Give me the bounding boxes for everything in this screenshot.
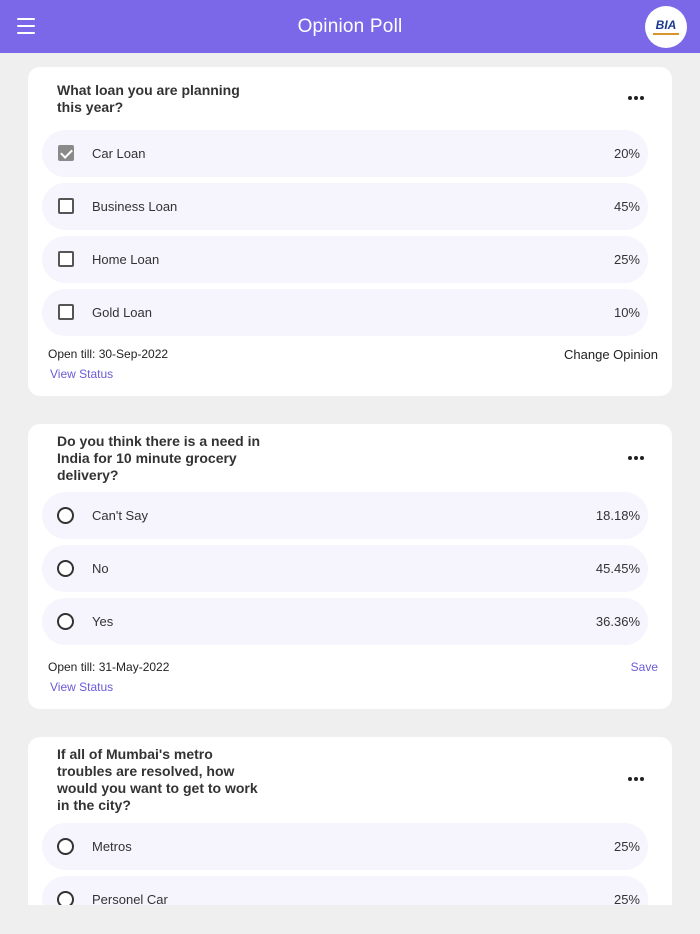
option-label: Car Loan — [92, 146, 146, 161]
poll-option[interactable] — [42, 598, 648, 645]
option-label: Home Loan — [92, 252, 160, 267]
poll-card — [28, 737, 672, 905]
option-percent: 10% — [613, 305, 640, 320]
poll-option[interactable] — [42, 236, 648, 283]
logo-text: BIA — [655, 18, 677, 32]
option-label: Metros — [92, 839, 132, 854]
open-till-date: Open till: 30-Sep-2022 — [48, 347, 169, 361]
option-label: Personel Car — [92, 892, 168, 905]
option-label: Can't Say — [92, 508, 148, 523]
option-percent: 25% — [613, 252, 640, 267]
more-options-icon[interactable] — [628, 777, 644, 781]
poll-option[interactable] — [42, 545, 648, 592]
checkbox-checked[interactable] — [58, 145, 74, 161]
save-button[interactable]: Save — [630, 660, 658, 674]
menu-icon[interactable] — [17, 18, 35, 34]
change-opinion-button[interactable]: Change Opinion — [564, 347, 658, 362]
poll-option[interactable] — [42, 823, 648, 870]
poll-card — [28, 424, 672, 709]
option-percent: 25% — [613, 892, 640, 905]
more-options-icon[interactable] — [628, 456, 644, 460]
poll-option[interactable] — [42, 876, 648, 905]
radio-button[interactable] — [57, 838, 74, 855]
poll-question: Do you think there is a need in India for 10 minute grocery delivery? — [57, 433, 261, 483]
option-percent: 25% — [613, 839, 640, 854]
radio-button[interactable] — [57, 613, 74, 630]
brand-logo[interactable] — [645, 6, 687, 48]
option-percent: 45.45% — [595, 561, 640, 576]
poll-option[interactable] — [42, 289, 648, 336]
checkbox[interactable] — [58, 198, 74, 214]
open-till-date: Open till: 31-May-2022 — [48, 660, 170, 674]
option-label: Yes — [92, 614, 114, 629]
radio-button[interactable] — [57, 560, 74, 577]
more-options-icon[interactable] — [628, 96, 644, 100]
option-label: Gold Loan — [92, 305, 152, 320]
poll-question: What loan you are planning this year? — [57, 82, 240, 115]
option-label: Business Loan — [92, 199, 178, 214]
checkbox[interactable] — [58, 251, 74, 267]
radio-button[interactable] — [57, 891, 74, 905]
poll-list[interactable] — [0, 53, 700, 905]
option-percent: 36.36% — [595, 614, 640, 629]
poll-option[interactable] — [42, 130, 648, 177]
view-status-link[interactable]: View Status — [50, 680, 114, 694]
option-percent: 20% — [613, 146, 640, 161]
option-percent: 18.18% — [595, 508, 640, 523]
poll-question: If all of Mumbai's metro troubles are resolved, how would you want to get to work in the city? — [57, 746, 258, 813]
option-label: No — [92, 561, 109, 576]
page-title: Opinion Poll — [297, 15, 403, 37]
poll-option[interactable] — [42, 492, 648, 539]
view-status-link[interactable]: View Status — [50, 367, 114, 381]
checkbox[interactable] — [58, 304, 74, 320]
poll-card — [28, 67, 672, 396]
app-header — [0, 0, 700, 53]
logo-underline — [653, 33, 679, 35]
option-percent: 45% — [613, 199, 640, 214]
poll-option[interactable] — [42, 183, 648, 230]
radio-button[interactable] — [57, 507, 74, 524]
